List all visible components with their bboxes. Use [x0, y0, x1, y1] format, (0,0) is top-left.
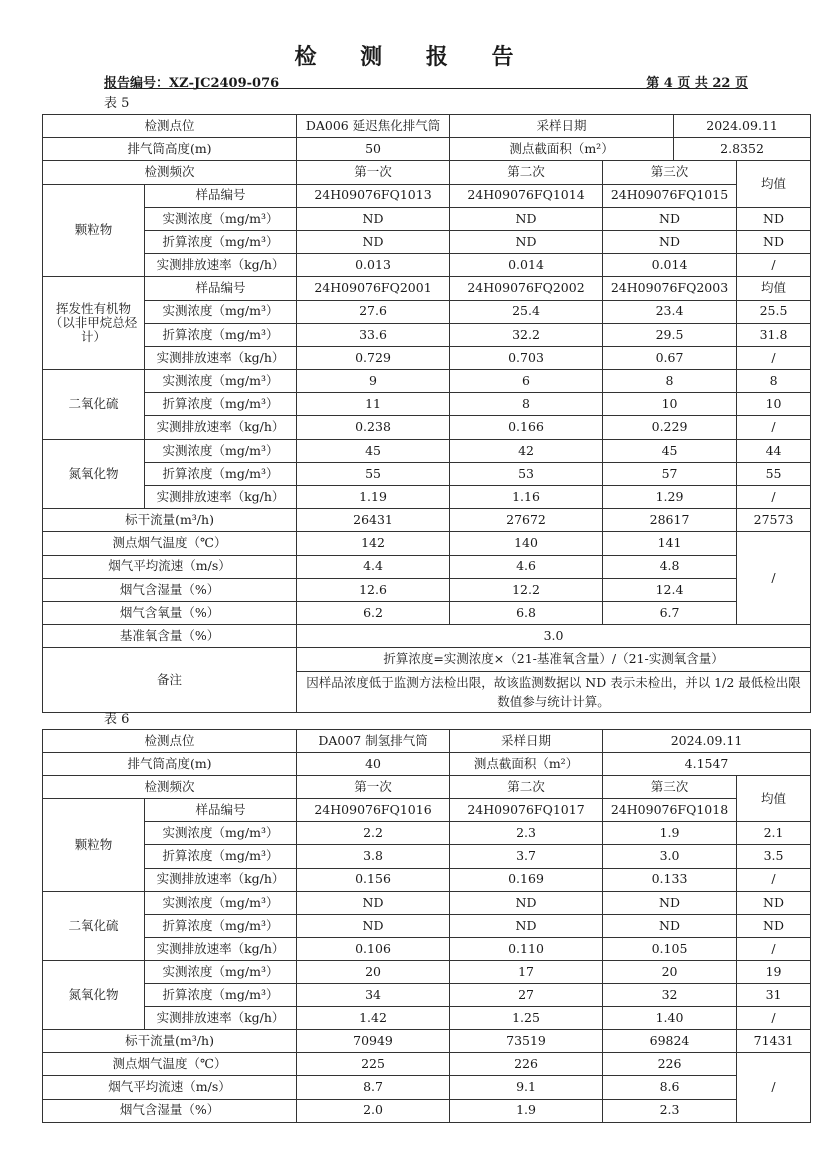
cell-avg: 2.1 — [737, 822, 811, 845]
group-name: 颗粒物 — [43, 799, 145, 891]
group-name: 二氧化硫 — [43, 370, 145, 440]
cell: 42 — [450, 439, 603, 462]
table-row — [43, 1053, 811, 1076]
run-2-header: 第二次 — [450, 776, 603, 799]
row-label: 折算浓度（mg/m³） — [145, 393, 297, 416]
row-label: 实测排放速率（kg/h） — [145, 254, 297, 277]
page-info: 第 4 页 共 22 页 — [646, 76, 748, 91]
run-1-header: 第一次 — [297, 776, 450, 799]
row-label: 实测排放速率（kg/h） — [145, 1007, 297, 1030]
area-label: 测点截面积（m²） — [450, 753, 603, 776]
cell: ND — [450, 230, 603, 253]
table-row — [43, 730, 811, 753]
table-row — [43, 230, 811, 253]
table-row — [43, 138, 811, 161]
cell: ND — [603, 891, 737, 914]
cell-avg: 44 — [737, 439, 811, 462]
cell-avg: ND — [737, 230, 811, 253]
cell: 27672 — [450, 509, 603, 532]
table-5 — [42, 114, 811, 713]
table-row — [43, 439, 811, 462]
cell: ND — [297, 891, 450, 914]
table-row — [43, 532, 811, 555]
cell: 9 — [297, 370, 450, 393]
cell: 1.42 — [297, 1007, 450, 1030]
cell: 23.4 — [603, 300, 737, 323]
row-label: 样品编号 — [145, 277, 297, 300]
cell-avg: 均值 — [737, 277, 811, 300]
area-label: 测点截面积（m²） — [450, 138, 674, 161]
table-row — [43, 845, 811, 868]
cell: 225 — [297, 1053, 450, 1076]
cell-avg: 55 — [737, 462, 811, 485]
row-label: 测点烟气温度（℃） — [43, 1053, 297, 1076]
table-row — [43, 1007, 811, 1030]
cell-avg: / — [737, 416, 811, 439]
table-row — [43, 625, 811, 648]
height-value: 40 — [297, 753, 450, 776]
cell: 1.25 — [450, 1007, 603, 1030]
cell: ND — [450, 207, 603, 230]
cell: 0.229 — [603, 416, 737, 439]
cell: 2.2 — [297, 822, 450, 845]
cell: 2.0 — [297, 1099, 450, 1122]
header-rule — [104, 88, 748, 89]
row-label: 实测排放速率（kg/h） — [145, 868, 297, 891]
cell: 0.67 — [603, 346, 737, 369]
cell: 32.2 — [450, 323, 603, 346]
cell: 25.4 — [450, 300, 603, 323]
table-row — [43, 486, 811, 509]
cell: 45 — [603, 439, 737, 462]
row-label: 烟气平均流速（m/s） — [43, 1076, 297, 1099]
table-row — [43, 115, 811, 138]
cell-avg: / — [737, 1007, 811, 1030]
cell: ND — [297, 914, 450, 937]
table6-label: 表 6 — [104, 712, 130, 727]
height-label: 排气筒高度(m) — [43, 753, 297, 776]
cell: 70949 — [297, 1030, 450, 1053]
cell: 6.7 — [603, 601, 737, 624]
cell-avg: 19 — [737, 960, 811, 983]
row-label: 烟气含湿量（%） — [43, 578, 297, 601]
row-label: 实测浓度（mg/m³） — [145, 207, 297, 230]
table-row — [43, 1076, 811, 1099]
cell: ND — [603, 230, 737, 253]
cell: 226 — [450, 1053, 603, 1076]
run-2-header: 第二次 — [450, 161, 603, 184]
cell: 24H09076FQ1017 — [450, 799, 603, 822]
cell: 3.7 — [450, 845, 603, 868]
row-label: 折算浓度（mg/m³） — [145, 230, 297, 253]
cell: 11 — [297, 393, 450, 416]
cell: 0.166 — [450, 416, 603, 439]
cell: 4.6 — [450, 555, 603, 578]
row-label: 折算浓度（mg/m³） — [145, 462, 297, 485]
row-label: 折算浓度（mg/m³） — [145, 323, 297, 346]
cell: 17 — [450, 960, 603, 983]
table-row — [43, 601, 811, 624]
table-row — [43, 868, 811, 891]
cell-avg: / — [737, 868, 811, 891]
row-label: 折算浓度（mg/m³） — [145, 845, 297, 868]
cell-avg: / — [737, 486, 811, 509]
date-label: 采样日期 — [450, 730, 603, 753]
cell: ND — [450, 914, 603, 937]
cell: 12.2 — [450, 578, 603, 601]
cell: 0.133 — [603, 868, 737, 891]
cell: 24H09076FQ2002 — [450, 277, 603, 300]
cell: 28617 — [603, 509, 737, 532]
cell: 0.169 — [450, 868, 603, 891]
note-text: 因样品浓度低于监测方法检出限，故该监测数据以 ND 表示未检出，并以 1/2 最低检出限数值参与统计计算。 — [297, 671, 811, 713]
cell: 6 — [450, 370, 603, 393]
cell: ND — [297, 230, 450, 253]
cell: 1.9 — [450, 1099, 603, 1122]
freq-label: 检测频次 — [43, 776, 297, 799]
row-label: 实测浓度（mg/m³） — [145, 300, 297, 323]
row-label: 实测排放速率（kg/h） — [145, 486, 297, 509]
cell-avg: / — [737, 937, 811, 960]
area-value: 4.1547 — [603, 753, 811, 776]
table-row — [43, 184, 811, 207]
cell: 1.29 — [603, 486, 737, 509]
run-3-header: 第三次 — [603, 161, 737, 184]
base-o2-label: 基准氧含量（%） — [43, 625, 297, 648]
table-row — [43, 393, 811, 416]
point-label: 检测点位 — [43, 115, 297, 138]
cell: 1.16 — [450, 486, 603, 509]
row-label: 实测浓度（mg/m³） — [145, 439, 297, 462]
table-row — [43, 300, 811, 323]
cell: 8 — [603, 370, 737, 393]
freq-label: 检测频次 — [43, 161, 297, 184]
cell: 8 — [450, 393, 603, 416]
cell: 8.6 — [603, 1076, 737, 1099]
row-label: 实测浓度（mg/m³） — [145, 822, 297, 845]
height-label: 排气筒高度(m) — [43, 138, 297, 161]
cell: 69824 — [603, 1030, 737, 1053]
point-label: 检测点位 — [43, 730, 297, 753]
table-row — [43, 914, 811, 937]
date-label: 采样日期 — [450, 115, 674, 138]
cell-avg: 31.8 — [737, 323, 811, 346]
cell: 24H09076FQ1018 — [603, 799, 737, 822]
row-label: 样品编号 — [145, 184, 297, 207]
table-row — [43, 462, 811, 485]
cell: 4.8 — [603, 555, 737, 578]
row-label: 实测浓度（mg/m³） — [145, 960, 297, 983]
cell-avg: 10 — [737, 393, 811, 416]
cell: 0.238 — [297, 416, 450, 439]
cell: 32 — [603, 984, 737, 1007]
row-label: 实测浓度（mg/m³） — [145, 370, 297, 393]
table-row — [43, 370, 811, 393]
group-name: 挥发性有机物（以非甲烷总烃计） — [43, 277, 145, 370]
table-row — [43, 648, 811, 671]
group-name: 二氧化硫 — [43, 891, 145, 960]
cell: 57 — [603, 462, 737, 485]
row-label: 烟气含氧量（%） — [43, 601, 297, 624]
cell: ND — [450, 891, 603, 914]
table-row — [43, 555, 811, 578]
row-label: 样品编号 — [145, 799, 297, 822]
date-value: 2024.09.11 — [674, 115, 811, 138]
cell-avg: 31 — [737, 984, 811, 1007]
point-value: DA006 延迟焦化排气筒 — [297, 115, 450, 138]
cell: 0.013 — [297, 254, 450, 277]
cell: 4.4 — [297, 555, 450, 578]
table-row — [43, 509, 811, 532]
cell-avg: 71431 — [737, 1030, 811, 1053]
table-6 — [42, 729, 811, 1123]
cell: 0.156 — [297, 868, 450, 891]
group-name: 颗粒物 — [43, 184, 145, 277]
cell-avg: 27573 — [737, 509, 811, 532]
cell: 20 — [603, 960, 737, 983]
table-row — [43, 960, 811, 983]
report-title: 检 测 报 告 — [294, 45, 532, 70]
cell: 226 — [603, 1053, 737, 1076]
table-row — [43, 323, 811, 346]
height-value: 50 — [297, 138, 450, 161]
row-label: 折算浓度（mg/m³） — [145, 914, 297, 937]
cell: 142 — [297, 532, 450, 555]
note-label: 备注 — [43, 648, 297, 713]
cell: 140 — [450, 532, 603, 555]
cell: 55 — [297, 462, 450, 485]
cell: 0.110 — [450, 937, 603, 960]
cell: 3.0 — [603, 845, 737, 868]
cell: 10 — [603, 393, 737, 416]
cell: 9.1 — [450, 1076, 603, 1099]
table-row — [43, 416, 811, 439]
cell: 6.8 — [450, 601, 603, 624]
avg-header: 均值 — [737, 161, 811, 207]
row-label: 实测排放速率（kg/h） — [145, 346, 297, 369]
cell: 45 — [297, 439, 450, 462]
area-value: 2.8352 — [674, 138, 811, 161]
cell: ND — [297, 207, 450, 230]
cell-avg: 3.5 — [737, 845, 811, 868]
table-row — [43, 1099, 811, 1122]
run-3-header: 第三次 — [603, 776, 737, 799]
cell-avg: ND — [737, 914, 811, 937]
cell-avg: / — [737, 532, 811, 625]
cell: ND — [603, 207, 737, 230]
cell: 141 — [603, 532, 737, 555]
group-name: 氮氧化物 — [43, 439, 145, 509]
cell: 0.014 — [603, 254, 737, 277]
cell: 33.6 — [297, 323, 450, 346]
cell: 29.5 — [603, 323, 737, 346]
cell: 24H09076FQ1015 — [603, 184, 737, 207]
cell: 34 — [297, 984, 450, 1007]
cell: 73519 — [450, 1030, 603, 1053]
table-row — [43, 277, 811, 300]
cell: 27.6 — [297, 300, 450, 323]
table-row — [43, 1030, 811, 1053]
table-row — [43, 799, 811, 822]
cell: 0.014 — [450, 254, 603, 277]
row-label: 折算浓度（mg/m³） — [145, 984, 297, 1007]
cell: 26431 — [297, 509, 450, 532]
cell: 3.8 — [297, 845, 450, 868]
cell: 24H09076FQ1016 — [297, 799, 450, 822]
cell: 0.703 — [450, 346, 603, 369]
cell: 1.40 — [603, 1007, 737, 1030]
cell: 24H09076FQ1013 — [297, 184, 450, 207]
base-o2-value: 3.0 — [297, 625, 811, 648]
cell: 2.3 — [603, 1099, 737, 1122]
group-name: 氮氧化物 — [43, 960, 145, 1029]
cell-avg: / — [737, 1053, 811, 1122]
table5-label: 表 5 — [104, 96, 130, 111]
cell: 12.4 — [603, 578, 737, 601]
cell: 12.6 — [297, 578, 450, 601]
point-value: DA007 制氢排气筒 — [297, 730, 450, 753]
cell: 0.106 — [297, 937, 450, 960]
table-row — [43, 984, 811, 1007]
avg-header: 均值 — [737, 776, 811, 822]
cell: 24H09076FQ1014 — [450, 184, 603, 207]
cell: 0.729 — [297, 346, 450, 369]
table-row — [43, 937, 811, 960]
row-label: 实测浓度（mg/m³） — [145, 891, 297, 914]
cell: 53 — [450, 462, 603, 485]
row-label: 烟气平均流速（m/s） — [43, 555, 297, 578]
report-number: 报告编号：XZ-JC2409-076 — [104, 76, 280, 91]
table-row — [43, 346, 811, 369]
cell: 2.3 — [450, 822, 603, 845]
table-row — [43, 578, 811, 601]
flow-label: 标干流量(m³/h) — [43, 1030, 297, 1053]
cell-avg: ND — [737, 891, 811, 914]
cell-avg: 25.5 — [737, 300, 811, 323]
cell: 27 — [450, 984, 603, 1007]
cell: 24H09076FQ2003 — [603, 277, 737, 300]
table-row — [43, 254, 811, 277]
cell: 0.105 — [603, 937, 737, 960]
cell-avg: / — [737, 346, 811, 369]
note-formula: 折算浓度=实测浓度×（21-基准氧含量）/（21-实测氧含量） — [297, 648, 811, 671]
row-label: 实测排放速率（kg/h） — [145, 937, 297, 960]
row-label: 测点烟气温度（℃） — [43, 532, 297, 555]
cell: 8.7 — [297, 1076, 450, 1099]
run-1-header: 第一次 — [297, 161, 450, 184]
cell: 6.2 — [297, 601, 450, 624]
date-value: 2024.09.11 — [603, 730, 811, 753]
cell-avg: ND — [737, 207, 811, 230]
cell: 1.9 — [603, 822, 737, 845]
table-row — [43, 207, 811, 230]
cell: 1.19 — [297, 486, 450, 509]
table-row — [43, 753, 811, 776]
cell-avg: 8 — [737, 370, 811, 393]
table-row — [43, 891, 811, 914]
cell: ND — [603, 914, 737, 937]
cell: 24H09076FQ2001 — [297, 277, 450, 300]
cell-avg: / — [737, 254, 811, 277]
cell: 20 — [297, 960, 450, 983]
table-row — [43, 161, 811, 184]
table-row — [43, 822, 811, 845]
flow-label: 标干流量(m³/h) — [43, 509, 297, 532]
row-label: 烟气含湿量（%） — [43, 1099, 297, 1122]
row-label: 实测排放速率（kg/h） — [145, 416, 297, 439]
table-row — [43, 776, 811, 799]
